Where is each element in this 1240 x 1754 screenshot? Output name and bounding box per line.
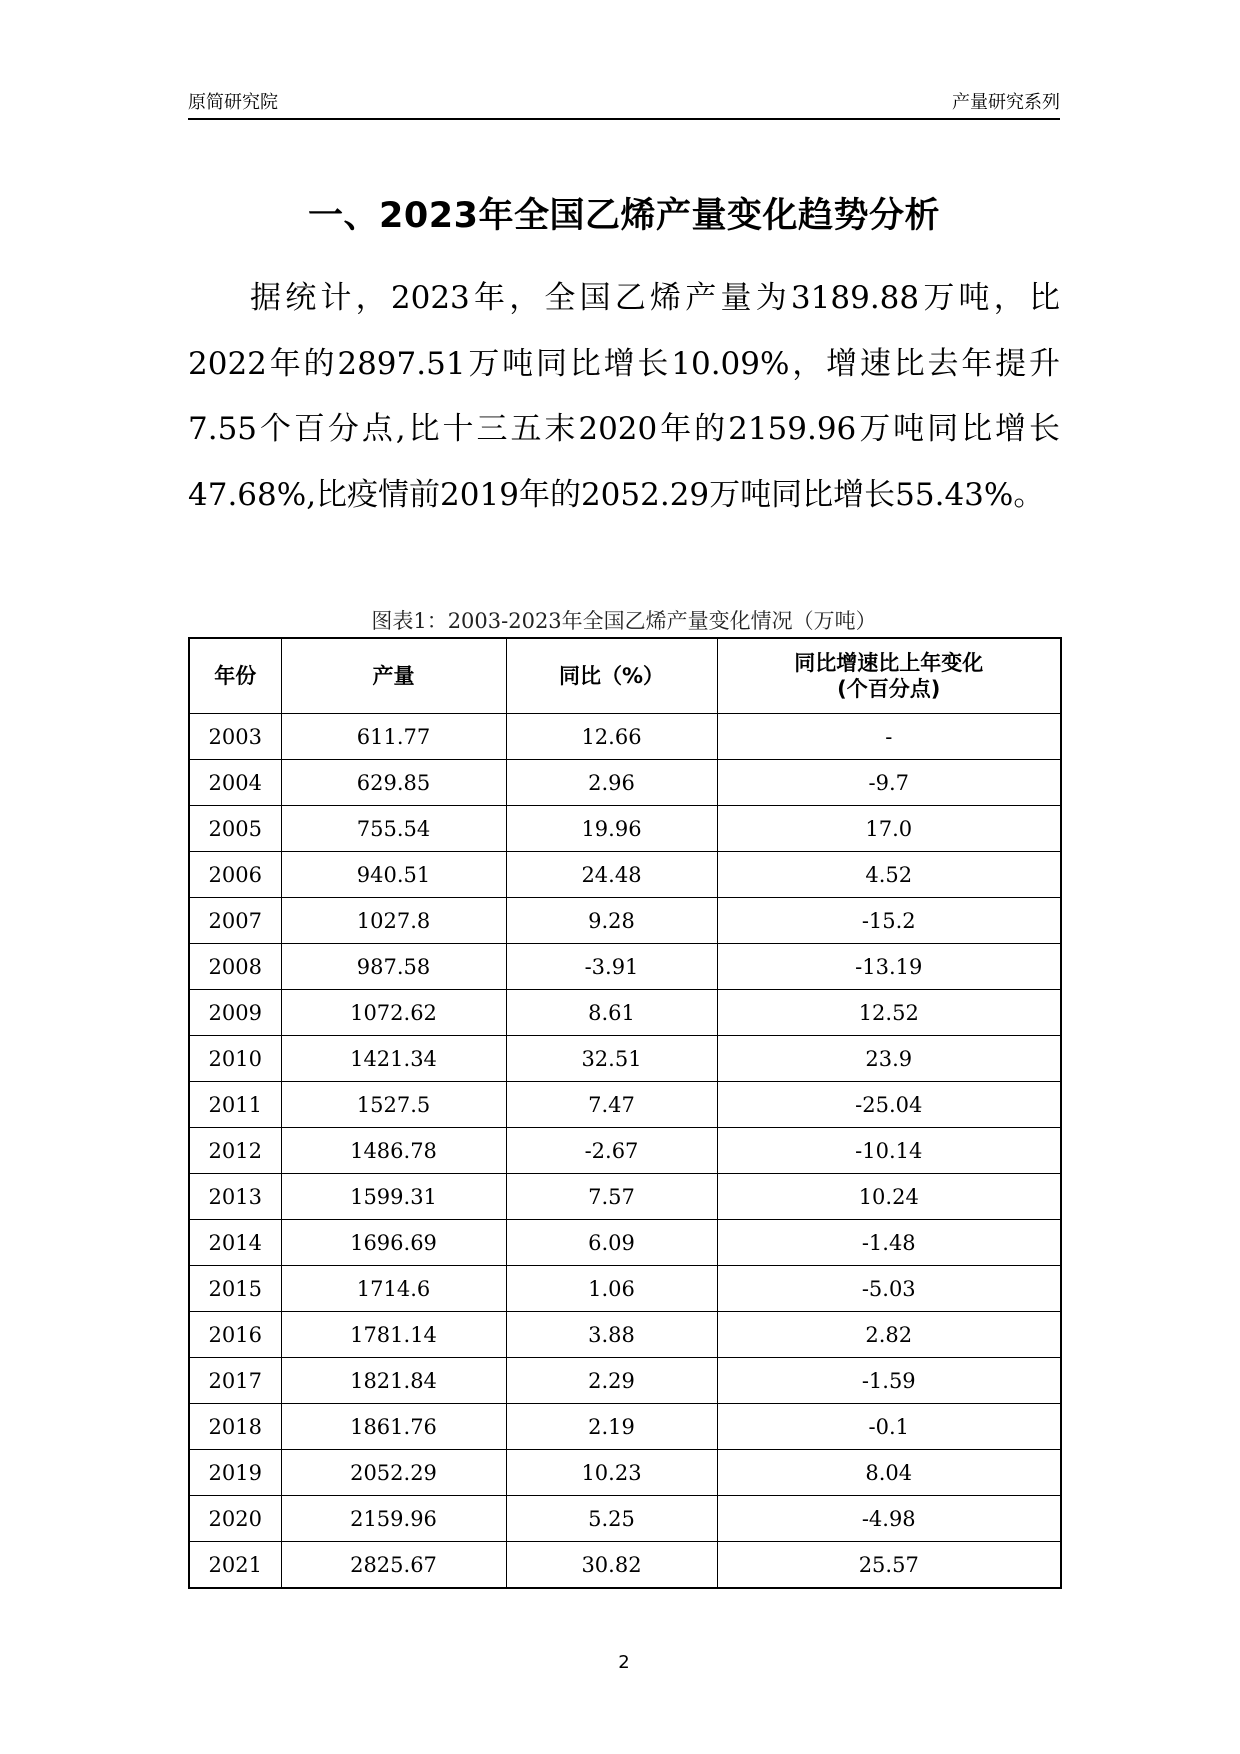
table-caption: 图表1：2003-2023年全国乙烯产量变化情况（万吨） <box>371 609 877 633</box>
table-row <box>189 1128 1061 1174</box>
cell-output: 1027.8 <box>281 898 506 944</box>
cell-year: 2009 <box>189 990 281 1036</box>
cell-year: 2014 <box>189 1220 281 1266</box>
table-row <box>189 852 1061 898</box>
cell-output: 1072.62 <box>281 990 506 1036</box>
table-row <box>189 1358 1061 1404</box>
cell-yoy: -2.67 <box>506 1128 717 1174</box>
page-number: 2 <box>618 1652 630 1673</box>
cell-yoy: 32.51 <box>506 1036 717 1082</box>
cell-growth-change: -10.14 <box>717 1128 1061 1174</box>
cell-yoy: 12.66 <box>506 714 717 760</box>
cell-output: 2825.67 <box>281 1542 506 1589</box>
table-row <box>189 1450 1061 1496</box>
table-row <box>189 898 1061 944</box>
cell-yoy: 24.48 <box>506 852 717 898</box>
cell-growth-change: -5.03 <box>717 1266 1061 1312</box>
cell-yoy: 9.28 <box>506 898 717 944</box>
header-year: 年份 <box>189 638 281 714</box>
cell-year: 2013 <box>189 1174 281 1220</box>
cell-output: 1781.14 <box>281 1312 506 1358</box>
header-yoy: 同比（%） <box>506 638 717 714</box>
table-row <box>189 1082 1061 1128</box>
cell-output: 1696.69 <box>281 1220 506 1266</box>
cell-year: 2019 <box>189 1450 281 1496</box>
cell-growth-change: -13.19 <box>717 944 1061 990</box>
cell-year: 2018 <box>189 1404 281 1450</box>
table-row <box>189 1404 1061 1450</box>
table-row <box>189 806 1061 852</box>
cell-yoy: 7.57 <box>506 1174 717 1220</box>
table-row <box>189 760 1061 806</box>
cell-year: 2005 <box>189 806 281 852</box>
cell-growth-change: 10.24 <box>717 1174 1061 1220</box>
cell-year: 2003 <box>189 714 281 760</box>
cell-growth-change: 23.9 <box>717 1036 1061 1082</box>
cell-output: 1599.31 <box>281 1174 506 1220</box>
table-row <box>189 1542 1061 1589</box>
cell-growth-change: 8.04 <box>717 1450 1061 1496</box>
cell-growth-change: 25.57 <box>717 1542 1061 1589</box>
page-header <box>188 84 1060 120</box>
cell-year: 2012 <box>189 1128 281 1174</box>
table-row <box>189 1312 1061 1358</box>
cell-growth-change: -9.7 <box>717 760 1061 806</box>
cell-growth-change: -15.2 <box>717 898 1061 944</box>
table-body <box>189 714 1061 1589</box>
cell-growth-change: -0.1 <box>717 1404 1061 1450</box>
cell-output: 1821.84 <box>281 1358 506 1404</box>
cell-year: 2010 <box>189 1036 281 1082</box>
cell-year: 2017 <box>189 1358 281 1404</box>
cell-yoy: 7.47 <box>506 1082 717 1128</box>
table-row <box>189 990 1061 1036</box>
table-header-row <box>189 638 1061 714</box>
cell-output: 987.58 <box>281 944 506 990</box>
cell-output: 755.54 <box>281 806 506 852</box>
body-paragraph: 据统计，2023年，全国乙烯产量为3189.88万吨，比2022年的2897.51万吨同比增长10.09%，增速比去年提升7.55个百分点,比十三五末2020年的2159.96万吨同比增长47.68%,比疫情前2019年的2052.29万吨同比增长55.43%。 <box>188 280 1060 513</box>
cell-yoy: 6.09 <box>506 1220 717 1266</box>
header-output: 产量 <box>281 638 506 714</box>
cell-yoy: 1.06 <box>506 1266 717 1312</box>
cell-output: 1861.76 <box>281 1404 506 1450</box>
cell-year: 2008 <box>189 944 281 990</box>
cell-yoy: 2.96 <box>506 760 717 806</box>
cell-output: 611.77 <box>281 714 506 760</box>
table-row <box>189 714 1061 760</box>
cell-output: 940.51 <box>281 852 506 898</box>
cell-year: 2007 <box>189 898 281 944</box>
cell-yoy: 19.96 <box>506 806 717 852</box>
cell-yoy: 3.88 <box>506 1312 717 1358</box>
table-row <box>189 1036 1061 1082</box>
cell-output: 1421.34 <box>281 1036 506 1082</box>
cell-growth-change: 4.52 <box>717 852 1061 898</box>
cell-yoy: 5.25 <box>506 1496 717 1542</box>
cell-growth-change: -1.59 <box>717 1358 1061 1404</box>
cell-output: 2159.96 <box>281 1496 506 1542</box>
cell-year: 2011 <box>189 1082 281 1128</box>
table-row <box>189 1266 1061 1312</box>
section-title: 一、2023年全国乙烯产量变化趋势分析 <box>308 196 940 236</box>
header-series-name: 产量研究系列 <box>952 92 1060 113</box>
cell-growth-change: 17.0 <box>717 806 1061 852</box>
cell-yoy: 10.23 <box>506 1450 717 1496</box>
cell-year: 2021 <box>189 1542 281 1589</box>
table-row <box>189 1496 1061 1542</box>
cell-growth-change: 2.82 <box>717 1312 1061 1358</box>
cell-year: 2020 <box>189 1496 281 1542</box>
header-growth-change-line1: 同比增速比上年变化 <box>794 651 984 675</box>
header-growth-change-line2: (个百分点) <box>837 677 941 701</box>
cell-year: 2016 <box>189 1312 281 1358</box>
header-org-name: 原简研究院 <box>188 92 278 113</box>
cell-output: 2052.29 <box>281 1450 506 1496</box>
table-row <box>189 1174 1061 1220</box>
cell-year: 2004 <box>189 760 281 806</box>
cell-growth-change: -1.48 <box>717 1220 1061 1266</box>
cell-growth-change: -25.04 <box>717 1082 1061 1128</box>
ethylene-output-table <box>188 637 1062 1589</box>
cell-yoy: 8.61 <box>506 990 717 1036</box>
cell-yoy: -3.91 <box>506 944 717 990</box>
cell-growth-change: - <box>717 714 1061 760</box>
cell-output: 1714.6 <box>281 1266 506 1312</box>
cell-year: 2015 <box>189 1266 281 1312</box>
cell-yoy: 30.82 <box>506 1542 717 1589</box>
cell-growth-change: 12.52 <box>717 990 1061 1036</box>
header-growth-change <box>717 638 1061 714</box>
cell-output: 629.85 <box>281 760 506 806</box>
cell-output: 1527.5 <box>281 1082 506 1128</box>
table-row <box>189 944 1061 990</box>
cell-growth-change: -4.98 <box>717 1496 1061 1542</box>
cell-yoy: 2.19 <box>506 1404 717 1450</box>
table-row <box>189 1220 1061 1266</box>
cell-output: 1486.78 <box>281 1128 506 1174</box>
cell-year: 2006 <box>189 852 281 898</box>
cell-yoy: 2.29 <box>506 1358 717 1404</box>
